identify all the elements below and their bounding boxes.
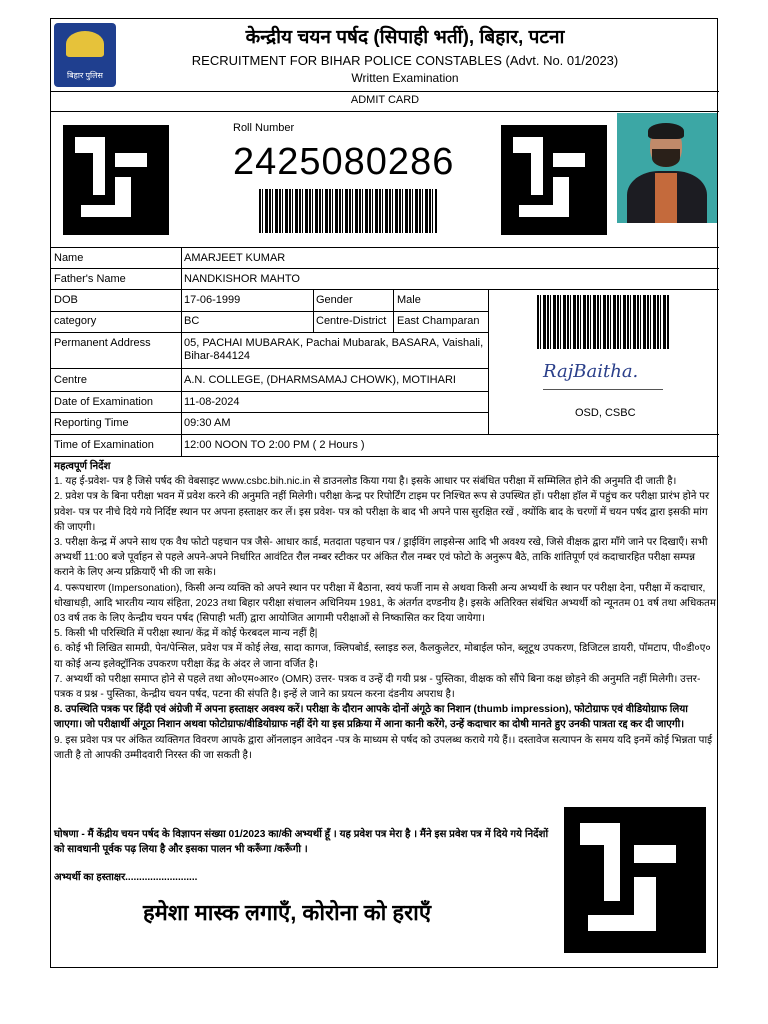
roll-number-label: Roll Number <box>233 122 295 134</box>
admit-card-label: ADMIT CARD <box>350 94 420 106</box>
osd-designation: OSD, CSBC <box>575 407 636 419</box>
centre-label: Centre <box>54 374 88 386</box>
exam-time-label: Time of Examination <box>54 439 154 451</box>
header-title-english: RECRUITMENT FOR BIHAR POLICE CONSTABLES (Advt. No. 01/2023) <box>191 53 619 68</box>
father-name-label: Father's Name <box>54 273 126 285</box>
logo-text: बिहार पुलिस <box>67 71 103 80</box>
exam-date-label: Date of Examination <box>54 396 154 408</box>
slogan: हमेशा मास्क लगाएँ, कोरोना को हराएँ <box>143 900 431 925</box>
instruction-item: 5. किसी भी परिस्थिति में परीक्षा स्थान/ केंद्र में कोई फेरबदल मान्य नहीं है| <box>54 628 318 640</box>
name-label: Name <box>54 252 84 264</box>
instruction-item: 2. प्रवेश पत्र के बिना परीक्षा भवन में प्रवेश करने की अनुमति नहीं मिलेगी। परीक्षा केन्द्र पर रिपोर्टिंग टाइम पर निश्चित रूप से उपस्थित हों। परीक्षा हॉल में पहुंच कर परीक्षा प्रारंभ होने पर प्रवेश- पत्र पर नीचे दिये गये निर्दिष्ट स्थान पर अपना हस्ताक्षर कर लें। इस प्रवेश- पत्र को परीक्षा के बाद भी अपने पास सुरक्षित रखें , क्योंकि बाद के चरणों में चयन पर्षद द्वारा इसकी मांग की जाएगी। <box>54 491 710 533</box>
candidate-barcode <box>537 295 669 349</box>
divider <box>51 111 719 112</box>
header-title-hindi: केन्द्रीय चयन पर्षद (सिपाही भर्ती), बिहार, पटना <box>245 27 565 48</box>
exam-date-value: 11-08-2024 <box>184 396 240 408</box>
reporting-time-label: Reporting Time <box>54 417 129 429</box>
candidate-photo <box>617 113 717 223</box>
instruction-item: 4. परूपधारण (Impersonation), किसी अन्य व्यक्ति को अपने स्थान पर परीक्षा में बैठाना, स्वयं फर्जी नाम से अथवा किसी अन्य अभ्यर्थी के स्थान पर परीक्षा देना, परीक्षा में कदाचार, धोखाधड़ी, आदि भारतीय न्याय संहिता, 2023 तथा बिहार परीक्षा संचालन अधिनियम 1981, के अंतर्गत दण्डनीय है। इसके अतिरिक्त संबंधित अभ्यर्थी को न्यूनतम 01 वर्ष तथा अधिकतम 03 वर्ष तक के लिए केन्द्रीय चयन पर्षद (सिपाही भर्ती) द्वारा आयोजित आगामी परीक्षाओं से निष्कासित कर दिया जायेगा। <box>54 582 716 625</box>
name-value: AMARJEET KUMAR <box>184 252 286 264</box>
instruction-item: 3. परीक्षा केन्द्र में अपने साथ एक वैध फोटो पहचान पत्र जैसे- आधार कार्ड, मतदाता पहचान पत्र / ड्राईविंग लाइसेन्स आदि भी अवश्य रखे, जिसे वीक्षक द्वारा माँगे जाने पर दिखाएँ। सभी अभ्यर्थी 11:00 बजे पूर्वाहन से पहले अपने-अपने निर्धारित आवंटित रौल नम्बर स्टीकर पर अंकित रौल नम्बर एवं फोटो के अनुरूप बैठे, ताकि शांतिपूर्ण एवं कदाचारहित परीक्षा सम्पन्न कराने के लिए अन्य प्रक्रियाएँ भी की जा सके। <box>54 537 708 579</box>
gender-value: Male <box>397 294 421 306</box>
qr-code-left <box>63 125 169 235</box>
instructions-heading: महत्वपूर्ण निर्देश <box>54 461 111 472</box>
instruction-item: 8. उपस्थिति पत्रक पर हिंदी एवं अंग्रेजी में अपना हस्ताक्षर अवश्य करें। परीक्षा के दौरान आपके दोनों अंगूठे का निशान (thumb impression), फोटोग्राफ एवं वीडियोग्राफ लिया जाएगा। जो परीक्षार्थी अंगूठा निशान अथवा फोटोग्राफ/वीडियोग्राफ नहीं देंगे या इस प्रक्रिया में आना कानी करेंगे, उन्हें कदाचार का दोषी मानते हुए उनकी पात्रता रद्द कर दी जाएगी। <box>54 704 688 731</box>
instructions <box>54 459 716 763</box>
header-subtitle: Written Examination <box>351 71 459 85</box>
dob-label: DOB <box>54 294 78 306</box>
instruction-item: 1. यह ई-प्रवेश- पत्र है जिसे पर्षद की वेबसाइट www.csbc.bih.nic.in से डाउनलोड किया गया है। इसके आधार पर संबंधित परीक्षा में सम्मिलित होने की अनुमति दी जाती है। <box>54 476 677 488</box>
divider <box>51 91 719 92</box>
qr-code-bottom <box>564 807 706 953</box>
osd-signature: RajBaitha. <box>543 361 639 382</box>
address-label: Permanent Address <box>54 337 151 349</box>
instruction-item: 7. अभ्यर्थी को परीक्षा समाप्त होने से पहले तथा ओ०एम०आर० (OMR) उत्तर- पत्रक व उन्हें दी गयी प्रश्न - पुस्तिका, वीक्षक को सौंपे बिना कक्ष छोड़ने की अनुमति नहीं मिलेगी। उत्तर- पत्रक व प्रश्न - पुस्तिका, केन्द्रीय चयन पर्षद, पटना की संपति है। इन्हें ले जाने का प्रयत्न करना दंडनीय अपराध है। <box>54 673 701 701</box>
signature-line <box>543 389 663 390</box>
address-value: 05, PACHAI MUBARAK, Pachai Mubarak, BASARA, Vaishali, Bihar-844124 <box>184 337 484 362</box>
centre-district-value: East Champaran <box>397 315 480 327</box>
father-name-value: NANDKISHOR MAHTO <box>184 273 300 285</box>
admit-card <box>50 18 718 968</box>
category-value: BC <box>184 315 200 327</box>
declaration: घोषणा - मैं केंद्रीय चयन पर्षद के विज्ञापन संख्या 01/2023 का/की अभ्यर्थी हूँ । यह प्रवेश पत्र मेरा है । मैंने इस प्रवेश पत्र में दिये गये निर्देशों को सावधानी पूर्वक पढ़ लिया है और इसका पालन भी करूँगा /करूँगी । <box>54 829 549 855</box>
instruction-item: 9. इस प्रवेश पत्र पर अंकित व्यक्तिगत विवरण आपके द्वारा ऑनलाइन आवेदन -पत्र के माध्यम से पर्षद को उपलब्ध कराये गये हैं।। दस्तावेज सत्यापन के समय यदि इनमें कोई भिन्नता पाई जाती है तो आपकी उम्मीदवारी निरस्त की जा सकती है। <box>54 734 713 761</box>
roll-barcode <box>259 189 437 233</box>
instruction-item: 6. कोई भी लिखित सामग्री, पेन/पेन्सिल, प्रवेश पत्र में कोई लेख, सादा कागज, क्लिपबोर्ड, स्लाइड रुल, कैलकुलेटर, मोबाईल फोन, ब्लूटूथ उपकरण, डिजिटल डायरी, पॉमटाप, पी०डी०ए० या कोई अन्य इलेक्ट्रॉनिक उपकरण परीक्षा केंद्र के अंदर ले जाना वर्जित है। <box>54 643 711 670</box>
gender-label: Gender <box>316 294 353 306</box>
reporting-time-value: 09:30 AM <box>184 417 231 429</box>
exam-time-value: 12:00 NOON TO 2:00 PM ( 2 Hours ) <box>184 439 365 451</box>
roll-number: 2425080286 <box>233 141 455 183</box>
centre-district-label: Centre-District <box>316 315 387 327</box>
dob-value: 17-06-1999 <box>184 294 241 306</box>
candidate-signature-label: अभ्यर्थी का हस्ताक्षर.......................... <box>54 872 198 883</box>
category-label: category <box>54 315 97 327</box>
centre-value: A.N. COLLEGE, (DHARMSAMAJ CHOWK), MOTIHARI <box>184 374 456 386</box>
qr-code-right <box>501 125 607 235</box>
